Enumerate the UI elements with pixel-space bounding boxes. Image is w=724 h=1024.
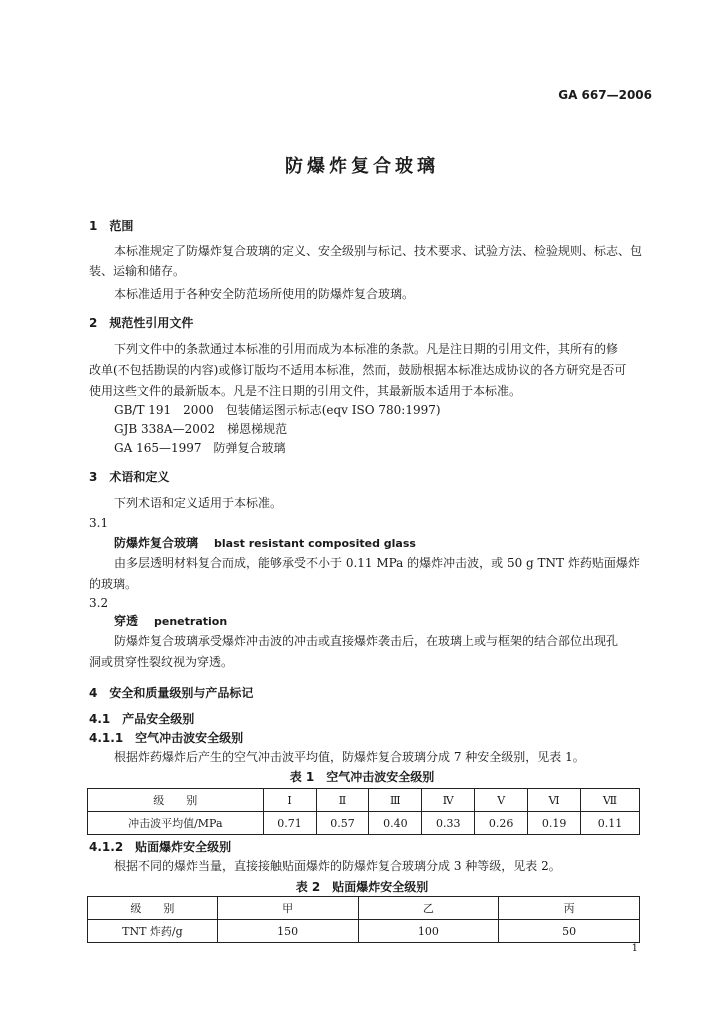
table-1-level-cell: Ⅶ bbox=[581, 789, 640, 812]
section-2-para-line-3: 使用这些文件的最新版本。凡是不注日期的引用文件，其最新版本适用于本标准。 bbox=[89, 384, 522, 398]
page-number: 1 bbox=[631, 943, 638, 954]
section-1-heading: 1 范围 bbox=[89, 219, 134, 233]
standard-number: GA 667—2006 bbox=[558, 88, 652, 102]
section-4-heading: 4 安全和质量级别与产品标记 bbox=[89, 686, 254, 700]
table-1-value-cell: 0.11 bbox=[581, 812, 640, 835]
section-2-para-line-1: 下列文件中的条款通过本标准的引用而成为本标准的条款。凡是注日期的引用文件，其所有的修 bbox=[114, 342, 619, 356]
reference-gb-t-191: GB/T 191 2000 包装储运图示标志(eqv ISO 780:1997) bbox=[114, 403, 441, 417]
term-3-1-chinese: 防爆炸复合玻璃 bbox=[114, 536, 199, 550]
term-3-1-definition-line-1: 由多层透明材料复合而成，能够承受不小于 0.11 MPa 的爆炸冲击波，或 50 g TNT 炸药贴面爆炸 bbox=[114, 556, 640, 570]
term-3-2-english: penetration bbox=[154, 615, 228, 628]
section-3-heading: 3 术语和定义 bbox=[89, 470, 170, 484]
table-1-level-cell: Ⅵ bbox=[528, 789, 581, 812]
term-3-1-number: 3.1 bbox=[89, 516, 109, 530]
clause-4-1-2-text: 根据不同的爆炸当量，直接接触贴面爆炸的防爆炸复合玻璃分成 3 种等级，见表 2。 bbox=[114, 859, 561, 873]
table-1-value-cell: 0.40 bbox=[369, 812, 422, 835]
table-2-contact-blast-levels bbox=[87, 896, 640, 943]
table-2-header-label: 级 别 bbox=[88, 897, 218, 920]
table-1-header-label: 级 别 bbox=[88, 789, 264, 812]
section-1-para-1-line-2: 装、运输和储存。 bbox=[89, 264, 186, 278]
table-row bbox=[88, 812, 640, 835]
table-2-caption: 表 2 贴面爆炸安全级别 bbox=[295, 880, 429, 894]
section-2-heading: 2 规范性引用文件 bbox=[89, 316, 194, 330]
table-1-air-shock-wave-levels bbox=[87, 788, 640, 835]
term-3-2-heading bbox=[114, 612, 227, 629]
clause-4-1-1-text: 根据炸药爆炸后产生的空气冲击波平均值，防爆炸复合玻璃分成 7 种安全级别，见表 1。 bbox=[114, 750, 585, 764]
reference-ga-165: GA 165—1997 防弹复合玻璃 bbox=[114, 441, 286, 455]
reference-gjb-338a: GJB 338A—2002 梯恩梯规范 bbox=[114, 422, 288, 436]
table-2-value-cell: 100 bbox=[358, 920, 499, 943]
section-2-para-line-2: 改单(不包括勘误的内容)或修订版均不适用本标准，然而，鼓励根据本标准达成协议的各方研究是否可 bbox=[89, 363, 627, 377]
term-3-2-chinese: 穿透 bbox=[114, 614, 139, 628]
section-1-para-1-line-1: 本标准规定了防爆炸复合玻璃的定义、安全级别与标记、技术要求、试验方法、检验规则、标志、包 bbox=[114, 244, 643, 258]
table-1-caption: 表 1 空气冲击波安全级别 bbox=[289, 770, 435, 784]
table-1-level-cell: Ⅱ bbox=[316, 789, 369, 812]
table-1-value-cell: 0.33 bbox=[422, 812, 475, 835]
term-3-1-english: blast resistant composited glass bbox=[214, 537, 416, 550]
term-3-1-heading bbox=[114, 534, 416, 551]
table-1-value-cell: 0.26 bbox=[475, 812, 528, 835]
term-3-2-definition-line-2: 洞或贯穿性裂纹视为穿透。 bbox=[89, 655, 234, 669]
table-row bbox=[88, 897, 640, 920]
table-2-grade-cell: 乙 bbox=[358, 897, 499, 920]
table-row bbox=[88, 920, 640, 943]
clause-4-1-heading: 4.1 产品安全级别 bbox=[89, 712, 195, 726]
table-2-grade-cell: 甲 bbox=[217, 897, 358, 920]
table-1-level-cell: Ⅰ bbox=[263, 789, 316, 812]
section-3-intro: 下列术语和定义适用于本标准。 bbox=[114, 496, 283, 510]
section-1-para-2: 本标准适用于各种安全防范场所使用的防爆炸复合玻璃。 bbox=[114, 287, 415, 301]
term-3-2-number: 3.2 bbox=[89, 596, 109, 610]
table-row bbox=[88, 789, 640, 812]
clause-4-1-2-heading: 4.1.2 贴面爆炸安全级别 bbox=[89, 840, 232, 854]
table-1-value-cell: 0.71 bbox=[263, 812, 316, 835]
table-1-value-cell: 0.19 bbox=[528, 812, 581, 835]
term-3-2-definition-line-1: 防爆炸复合玻璃承受爆炸冲击波的冲击或直接爆炸袭击后，在玻璃上或与框架的结合部位出现孔 bbox=[114, 634, 619, 648]
table-2-value-cell: 50 bbox=[499, 920, 640, 943]
table-2-grade-cell: 丙 bbox=[499, 897, 640, 920]
table-1-value-label: 冲击波平均值/MPa bbox=[88, 812, 264, 835]
term-3-1-definition-line-2: 的玻璃。 bbox=[89, 577, 138, 591]
document-title: 防爆炸复合玻璃 bbox=[285, 156, 439, 177]
table-1-level-cell: Ⅲ bbox=[369, 789, 422, 812]
table-2-value-cell: 150 bbox=[217, 920, 358, 943]
clause-4-1-1-heading: 4.1.1 空气冲击波安全级别 bbox=[89, 731, 244, 745]
table-1-level-cell: Ⅴ bbox=[475, 789, 528, 812]
table-1-value-cell: 0.57 bbox=[316, 812, 369, 835]
table-1-level-cell: Ⅳ bbox=[422, 789, 475, 812]
table-2-value-label: TNT 炸药/g bbox=[88, 920, 218, 943]
